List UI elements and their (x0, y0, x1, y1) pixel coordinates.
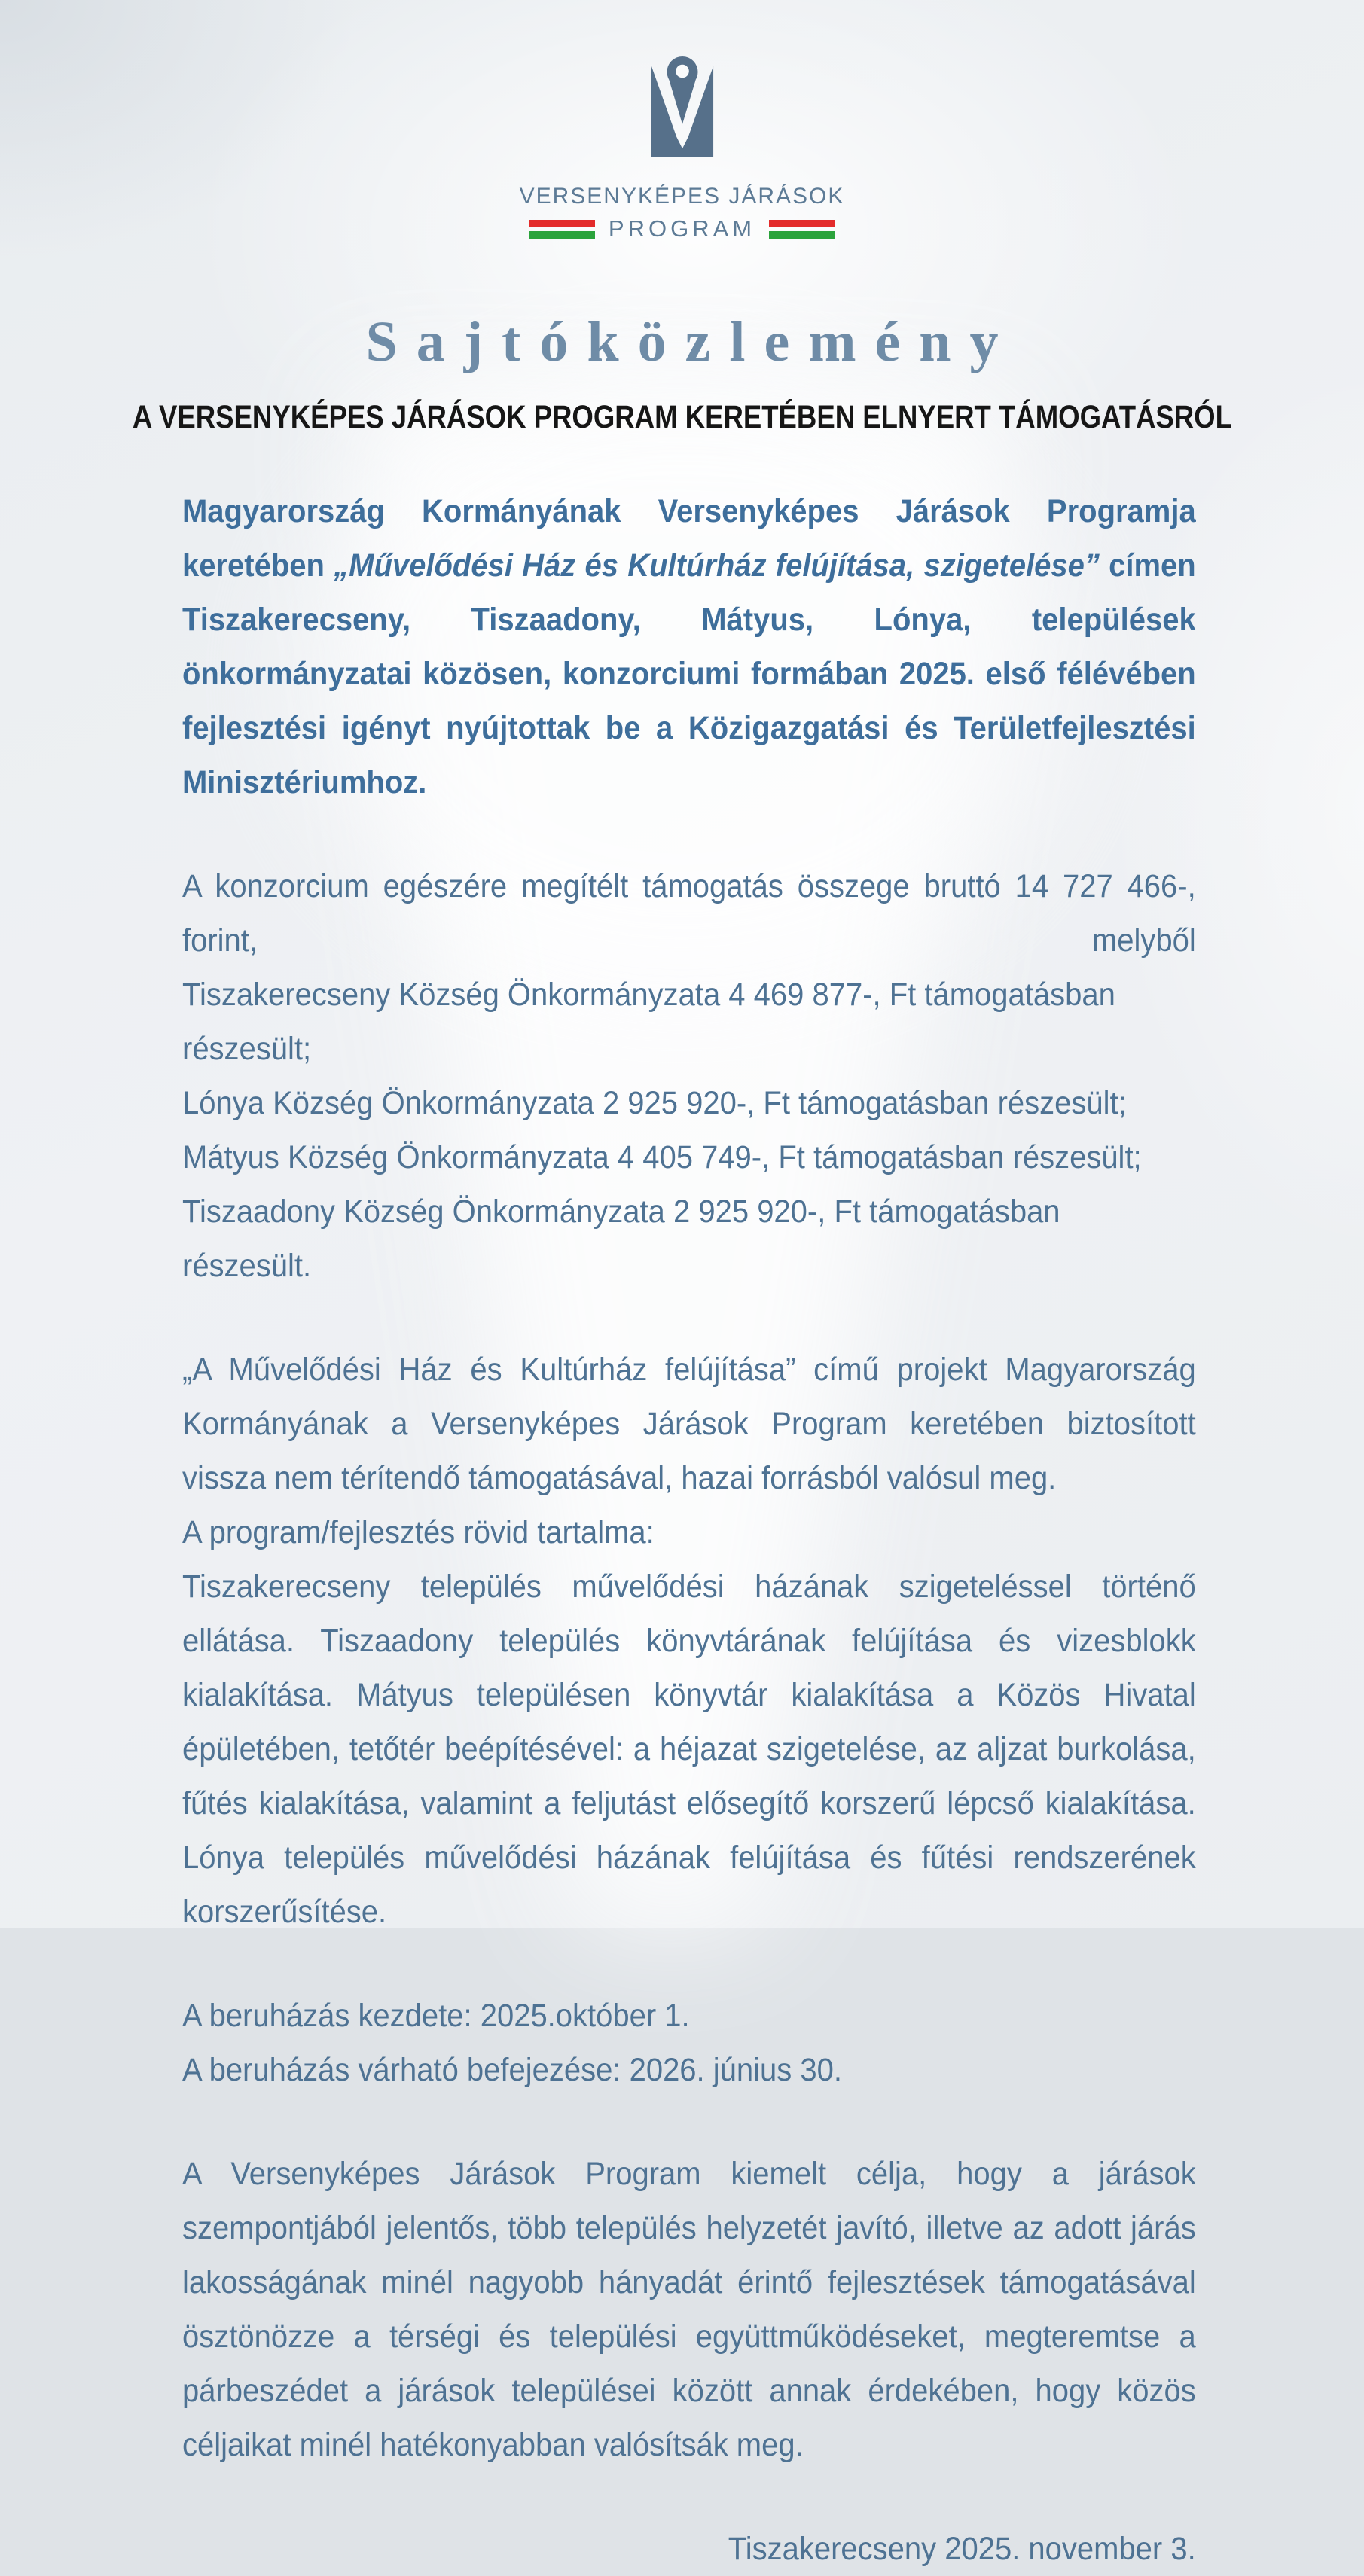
grant-line-tiszaadony: Tiszaadony Község Önkormányzata 2 925 920-, Ft támogatásban részesült. (182, 1193, 1060, 1284)
program-summary-label: A program/fejlesztés rövid tartalma: (182, 1514, 655, 1550)
project-funding-text: „A Művelődési Ház és Kultúrház felújítása” című projekt Magyarország Kormányának a Versenyképes Járások Program keretében biztosított vissza nem térítendő támogatásával, hazai forrásból valósul meg. (182, 1352, 1196, 1496)
investment-end-date: A beruházás várható befejezése: 2026. június 30. (182, 2052, 842, 2088)
grant-line-matyus: Mátyus Község Önkormányzata 4 405 749-, Ft támogatásban részesült; (182, 1139, 1142, 1175)
grant-line-tiszakerecseny: Tiszakerecseny Község Önkormányzata 4 469 877-, Ft támogatásban részesült; (182, 977, 1115, 1067)
closing-place-date: Tiszakerecseny 2025. november 3. (728, 2531, 1196, 2567)
investment-dates-paragraph (182, 1989, 1196, 2097)
hungarian-flag-right (769, 220, 835, 239)
page-title: Sajtóközlemény (365, 310, 1018, 373)
logo-brand-line2: PROGRAM (608, 215, 756, 242)
lead-paragraph (182, 484, 1196, 809)
lead-text-pre: Magyarország Kormányának Versenyképes Járások Programja keretében (182, 493, 1196, 584)
flag-red-bar (769, 220, 835, 227)
logo-brand-line2-row (0, 215, 1364, 242)
grant-line-lonya: Lónya Község Önkormányzata 2 925 920-, Ft támogatásban részesült; (182, 1085, 1127, 1121)
program-summary-text: Tiszakerecseny település művelődési házának szigeteléssel történő ellátása. Tiszaadony település könyvtárának felújítása és vizesblokk kialakítása. Mátyus településen könyvtár kialakítása a Közös Hivatal épületében, tetőtér beépítésével: a héjazat szigetelése, az aljzat burkolása, fűtés kialakítása, valamint a feljutást elősegítő korszerű lépcső kialakítása. Lónya település művelődési házának felújítása és fűtési rendszerének korszerűsítése. (182, 1568, 1196, 1930)
lead-text-post: címen Tiszakerecseny, Tiszaadony, Mátyus, Lónya, települések önkormányzatai közösen, konzorciumi formában 2025. első félévében fejlesztési igényt nyújtottak be a Közigazgatási és Területfejlesztési Minisztériumhoz. (182, 547, 1196, 800)
versenykepes-jarasok-pin-v-icon (649, 54, 716, 157)
grant-amounts-paragraph (182, 859, 1196, 1293)
page-subtitle: A VERSENYKÉPES JÁRÁSOK PROGRAM KERETÉBEN ELNYERT TÁMOGATÁSRÓL (132, 399, 1232, 435)
program-goal-paragraph: A Versenyképes Járások Program kiemelt célja, hogy a járások szempontjából jelentős, több település helyzetét javító, illetve az adott járás lakosságának minél nagyobb hányadát érintő fejlesztések támogatásával ösztönözze a térségi és települési együttműködéseket, megteremtse a párbeszédet a járások települései között annak érdekében, hogy közös céljaikat minél hatékonyabban valósítsák meg. (182, 2156, 1196, 2463)
hungarian-flag-left (529, 220, 595, 239)
flag-red-bar (529, 220, 595, 227)
logo-brand-line1: VERSENYKÉPES JÁRÁSOK (519, 184, 845, 209)
investment-start-date: A beruházás kezdete: 2025.október 1. (182, 1998, 690, 2034)
program-logo (0, 0, 1364, 242)
project-description-paragraph (182, 1343, 1196, 1939)
grant-total-line: A konzorcium egészére megítélt támogatás összege bruttó 14 727 466-, forint, melyből (182, 868, 1196, 959)
flag-green-bar (769, 231, 835, 239)
lead-project-title-italic: „Művelődési Ház és Kultúrház felújítása, szigetelése” (334, 547, 1100, 584)
document-body (182, 484, 1196, 2576)
flag-green-bar (529, 231, 595, 239)
